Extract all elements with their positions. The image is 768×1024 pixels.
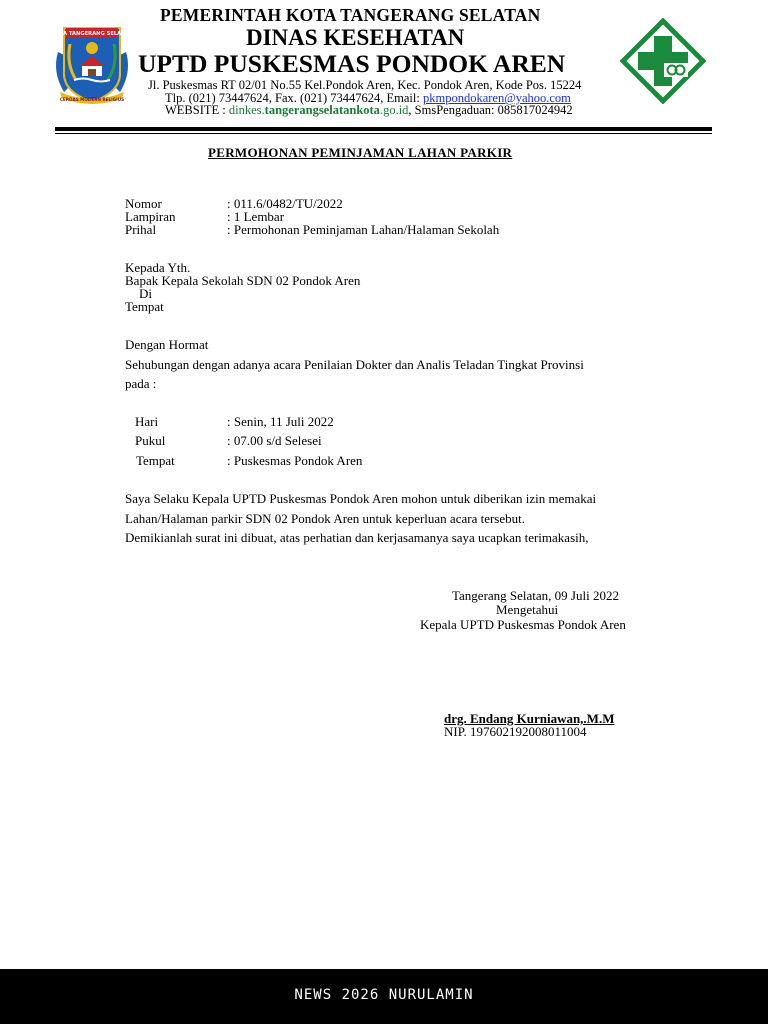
intro-line-1: Sehubungan dengan adanya acara Penilaian Dokter dan Analis Teladan Tingkat Provinsi [125,357,584,372]
detail-label-hari: Hari [135,414,159,429]
letter-title: PERMOHONAN PEMINJAMAN LAHAN PARKIR [208,145,513,160]
signer-position: Kepala UPTD Puskesmas Pondok Aren [420,617,626,632]
meta-value-lampiran: : 1 Lembar [227,209,285,224]
svg-text:CERDAS MODERN RELIGIUS: CERDAS MODERN RELIGIUS [59,97,125,102]
letterhead-rule-thick [55,127,712,131]
acknowledge-label: Mengetahui [496,602,559,617]
meta-label-prihal: Prihal [125,222,157,237]
footer-text: NEWS 2026 NURULAMIN [294,987,474,1003]
letterhead-government: PEMERINTAH KOTA TANGERANG SELATAN [160,5,541,25]
greeting: Dengan Hormat [125,337,209,352]
meta-value-nomor: : 011.6/0482/TU/2022 [227,196,343,211]
letterhead-unit: UPTD PUSKESMAS PONDOK AREN [138,49,566,78]
letterhead-website [165,103,573,118]
detail-value-tempat: : Puskesmas Pondok Aren [227,453,363,468]
request-line-1: Saya Selaku Kepala UPTD Puskesmas Pondok Aren mohon untuk diberikan izin memakai [125,491,597,506]
intro-line-2: pada : [125,376,157,391]
website-link[interactable]: dinkes.tangerangselatankota.go.id [228,103,409,117]
detail-label-pukul: Pukul [135,433,166,448]
email-link[interactable]: pkmpondokaren@yahoo.com [422,91,571,105]
recipient-place: Tempat [125,299,164,314]
request-line-2: Lahan/Halaman parkir SDN 02 Pondok Aren untuk keperluan acara tersebut. [125,511,525,526]
svg-text:KOTA TANGERANG SELATAN: KOTA TANGERANG SELATAN [51,31,133,37]
website-prefix: WEBSITE : [165,103,229,117]
detail-value-pukul: : 07.00 s/d Selesei [227,433,322,448]
recipient-di: Di [139,286,152,301]
signer-nip: NIP. 197602192008011004 [444,724,587,739]
recipient-salutation: Kepada Yth. [125,260,191,275]
letterhead-address: Jl. Puskesmas RT 02/01 No.55 Kel.Pondok Aren, Kec. Pondok Aren, Kode Pos. 15224 [148,78,582,92]
kota-tangerang-selatan-logo [50,22,134,106]
meta-value-prihal: : Permohonan Peminjaman Lahan/Halaman Sekolah [227,222,500,237]
meta-label-lampiran: Lampiran [125,209,176,224]
contact-phone-fax: Tlp. (021) 73447624, Fax. (021) 73447624, Email: [165,91,423,105]
puskesmas-logo [620,18,706,104]
closing-line: Demikianlah surat ini dibuat, atas perhatian dan kerjasamanya saya ucapkan terimakasih, [125,530,589,545]
footer-bar [0,969,768,1024]
letterhead-rule-thin [55,133,712,134]
place-date: Tangerang Selatan, 09 Juli 2022 [452,588,619,603]
recipient-name: Bapak Kepala Sekolah SDN 02 Pondok Aren [125,273,361,288]
sms-complaint: , SmsPengaduan: 085817024942 [408,103,573,117]
letterhead-department: DINAS KESEHATAN [246,25,465,50]
signer-name: drg. Endang Kurniawan,.M.M [444,711,615,726]
detail-value-hari: : Senin, 11 Juli 2022 [227,414,334,429]
meta-label-nomor: Nomor [125,196,162,211]
detail-label-tempat: Tempat [136,453,175,468]
